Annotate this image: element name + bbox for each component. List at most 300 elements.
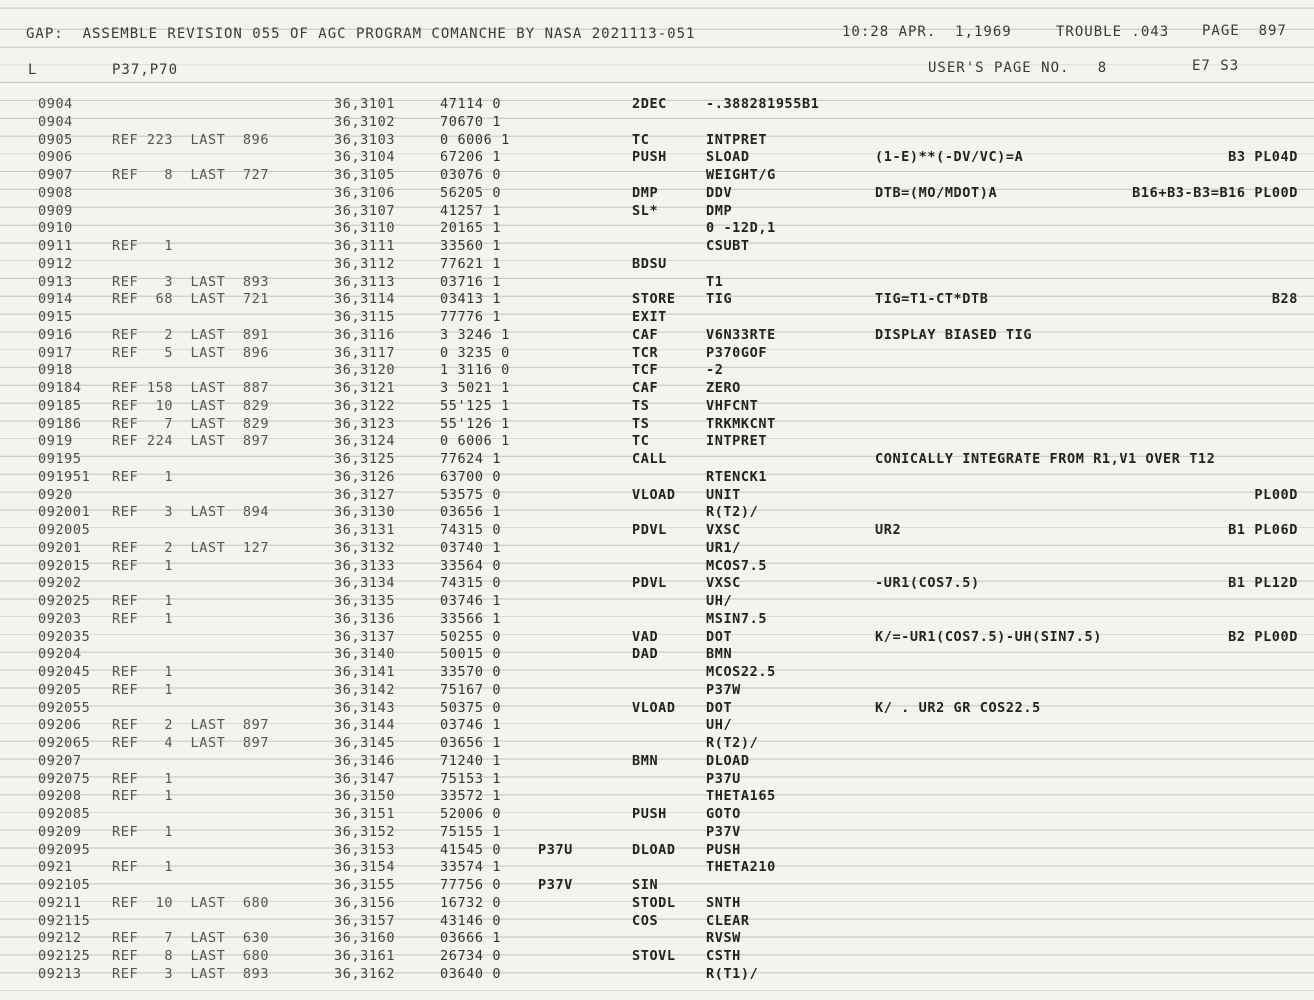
listing-row — [0, 203, 1314, 221]
listing-flag: L — [28, 62, 38, 78]
opcode: STORE — [632, 291, 676, 308]
octal-word: 75153 1 — [440, 770, 502, 787]
listing-row — [0, 646, 1314, 664]
operand: MCOS22.5 — [706, 664, 776, 680]
listing-row — [0, 238, 1314, 256]
line-number: 09185 — [38, 397, 82, 414]
opcode: BDSU — [632, 255, 667, 272]
operand: RVSW — [706, 930, 741, 947]
line-number: 092055 — [38, 699, 91, 716]
memory-address: 36,3102 — [334, 113, 396, 130]
operand: V6N33RTE — [706, 326, 776, 343]
symbol-label: P37V — [538, 877, 573, 893]
octal-word: 47114 0 — [440, 96, 502, 112]
operand: TRKMKCNT — [706, 415, 776, 432]
listing-row — [0, 664, 1314, 682]
line-number: 09186 — [38, 415, 82, 432]
memory-address: 36,3114 — [334, 291, 396, 308]
memory-address: 36,3137 — [334, 628, 396, 645]
memory-address: 36,3157 — [334, 912, 396, 929]
listing-row — [0, 540, 1314, 558]
operand: UNIT — [706, 486, 741, 503]
opcode: 2DEC — [632, 96, 667, 112]
listing-row — [0, 717, 1314, 735]
ref-info: REF 10 LAST 680 — [112, 894, 270, 911]
ref-info: REF 1 — [112, 557, 174, 574]
line-number: 09201 — [38, 539, 82, 556]
memory-address: 36,3116 — [334, 326, 396, 343]
operand: ZERO — [706, 380, 741, 396]
line-number: 0920 — [38, 486, 73, 503]
listing-row — [0, 611, 1314, 629]
operand: UH/ — [706, 593, 733, 609]
listing-row — [0, 913, 1314, 931]
octal-word: 20165 1 — [440, 220, 502, 237]
memory-address: 36,3150 — [334, 788, 396, 805]
memory-address: 36,3162 — [334, 965, 396, 982]
line-number: 0916 — [38, 326, 73, 343]
octal-word: 03076 0 — [440, 167, 502, 183]
scaling-note: B28 — [1271, 291, 1298, 308]
section-label: P37,P70 — [112, 62, 179, 78]
octal-word: 50255 0 — [440, 628, 502, 645]
line-number: 0906 — [38, 149, 73, 166]
line-number: 0912 — [38, 255, 73, 272]
listing-row — [0, 256, 1314, 274]
line-number: 0904 — [38, 96, 73, 112]
ref-info: REF 2 LAST 897 — [112, 717, 270, 734]
listing-row — [0, 362, 1314, 380]
octal-word: 03746 1 — [440, 593, 502, 609]
line-number: 092075 — [38, 770, 91, 787]
listing-row — [0, 220, 1314, 238]
octal-word: 33570 0 — [440, 664, 502, 680]
octal-word: 50375 0 — [440, 699, 502, 716]
memory-address: 36,3131 — [334, 522, 396, 538]
operand: THETA165 — [706, 788, 776, 805]
opcode: PUSH — [632, 149, 667, 166]
line-number: 0919 — [38, 433, 73, 450]
octal-word: 50015 0 — [440, 646, 502, 663]
ref-info: REF 2 LAST 127 — [112, 539, 270, 556]
opcode: VLOAD — [632, 699, 676, 716]
line-number: 0914 — [38, 291, 73, 308]
opcode: CAF — [632, 380, 659, 396]
octal-word: 77756 0 — [440, 877, 502, 893]
listing-row — [0, 966, 1314, 984]
opcode: SIN — [632, 877, 659, 893]
operand: VXSC — [706, 575, 741, 592]
listing-row — [0, 948, 1314, 966]
line-number: 092095 — [38, 841, 91, 858]
listing-row — [0, 930, 1314, 948]
comment: -UR1(COS7.5) — [875, 575, 980, 592]
line-number: 09202 — [38, 575, 82, 592]
memory-address: 36,3135 — [334, 593, 396, 609]
listing-row — [0, 309, 1314, 327]
octal-word: 33560 1 — [440, 238, 502, 254]
memory-address: 36,3103 — [334, 131, 396, 148]
operand: WEIGHT/G — [706, 167, 776, 183]
line-number: 092115 — [38, 912, 91, 929]
octal-word: 43146 0 — [440, 912, 502, 929]
octal-word: 70670 1 — [440, 113, 502, 130]
line-number: 09211 — [38, 894, 82, 911]
line-number: 092035 — [38, 628, 91, 645]
octal-word: 33564 0 — [440, 557, 502, 574]
octal-word: 33574 1 — [440, 859, 502, 876]
listing-row — [0, 433, 1314, 451]
operand: THETA210 — [706, 859, 776, 876]
octal-word: 67206 1 — [440, 149, 502, 166]
memory-address: 36,3105 — [334, 167, 396, 183]
octal-word: 77776 1 — [440, 309, 502, 325]
ref-info: REF 1 — [112, 770, 174, 787]
opcode: PDVL — [632, 522, 667, 538]
listing-row — [0, 753, 1314, 771]
line-number: 0910 — [38, 220, 73, 237]
line-number: 09213 — [38, 965, 82, 982]
comment: DTB=(MO/MDOT)A — [875, 184, 998, 201]
operand: MSIN7.5 — [706, 610, 768, 627]
listing-row — [0, 824, 1314, 842]
memory-address: 36,3145 — [334, 735, 396, 751]
memory-address: 36,3151 — [334, 806, 396, 822]
listing-row — [0, 522, 1314, 540]
listing-row — [0, 327, 1314, 345]
ref-info: REF 158 LAST 887 — [112, 380, 270, 396]
scaling-note: B3 PL04D — [1228, 149, 1298, 166]
ref-info: REF 3 LAST 893 — [112, 965, 270, 982]
line-number: 09208 — [38, 788, 82, 805]
memory-address: 36,3123 — [334, 415, 396, 432]
line-number: 09207 — [38, 752, 82, 769]
octal-word: 56205 0 — [440, 184, 502, 201]
octal-word: 55'125 1 — [440, 397, 510, 414]
operand: T1 — [706, 273, 724, 290]
line-number: 09204 — [38, 646, 82, 663]
opcode: SL* — [632, 202, 659, 219]
scaling-note: PL00D — [1254, 486, 1298, 503]
memory-address: 36,3122 — [334, 397, 396, 414]
ref-info: REF 8 LAST 680 — [112, 948, 270, 964]
memory-address: 36,3104 — [334, 149, 396, 166]
listing-row — [0, 771, 1314, 789]
ref-info: REF 1 — [112, 681, 174, 698]
octal-word: 03746 1 — [440, 717, 502, 734]
listing-row — [0, 504, 1314, 522]
opcode: CALL — [632, 451, 667, 467]
print-timestamp: 10:28 APR. 1,1969 — [842, 24, 1012, 40]
operand: CSUBT — [706, 238, 750, 254]
memory-address: 36,3161 — [334, 948, 396, 964]
memory-address: 36,3143 — [334, 699, 396, 716]
listing-row — [0, 575, 1314, 593]
comment: TIG=T1-CT*DTB — [875, 291, 989, 308]
listing-row — [0, 788, 1314, 806]
operand: UR1/ — [706, 539, 741, 556]
listing-row — [0, 96, 1314, 114]
octal-word: 03656 1 — [440, 735, 502, 751]
memory-address: 36,3133 — [334, 557, 396, 574]
listing-row — [0, 132, 1314, 150]
operand: DLOAD — [706, 752, 750, 769]
operand: BMN — [706, 646, 733, 663]
listing-row — [0, 274, 1314, 292]
trouble-code: TROUBLE .043 — [1056, 24, 1170, 40]
line-number: 09205 — [38, 681, 82, 698]
comment: UR2 — [875, 522, 902, 538]
listing-row — [0, 416, 1314, 434]
opcode: TCF — [632, 362, 659, 379]
memory-address: 36,3107 — [334, 202, 396, 219]
opcode: COS — [632, 912, 659, 929]
comment: K/ . UR2 GR COS22.5 — [875, 699, 1041, 716]
listing-row — [0, 345, 1314, 363]
memory-address: 36,3106 — [334, 184, 396, 201]
line-number: 092005 — [38, 522, 91, 538]
comment: K/=-UR1(COS7.5)-UH(SIN7.5) — [875, 628, 1102, 645]
line-number: 0921 — [38, 859, 73, 876]
octal-word: 03740 1 — [440, 539, 502, 556]
octal-word: 16732 0 — [440, 894, 502, 911]
operand: P370GOF — [706, 344, 768, 361]
listing-row — [0, 593, 1314, 611]
operand: -2 — [706, 362, 724, 379]
users-page-label: USER'S PAGE NO. 8 — [928, 60, 1108, 76]
octal-word: 03656 1 — [440, 504, 502, 521]
octal-word: 03716 1 — [440, 273, 502, 290]
octal-word: 03413 1 — [440, 291, 502, 308]
opcode: DAD — [632, 646, 659, 663]
line-number: 091951 — [38, 468, 91, 485]
listing-row — [0, 185, 1314, 203]
opcode: PUSH — [632, 806, 667, 822]
opcode: TC — [632, 433, 650, 450]
operand: P37W — [706, 681, 741, 698]
memory-address: 36,3142 — [334, 681, 396, 698]
listing-row — [0, 451, 1314, 469]
memory-address: 36,3113 — [334, 273, 396, 290]
page-number: PAGE 897 — [1202, 23, 1287, 39]
listing-row — [0, 398, 1314, 416]
ref-info: REF 5 LAST 896 — [112, 344, 270, 361]
ref-info: REF 1 — [112, 593, 174, 609]
memory-address: 36,3111 — [334, 238, 396, 254]
line-number: 092085 — [38, 806, 91, 822]
listing-row — [0, 877, 1314, 895]
ref-info: REF 1 — [112, 664, 174, 680]
line-number: 0907 — [38, 167, 73, 183]
operand: DOT — [706, 628, 733, 645]
memory-address: 36,3152 — [334, 823, 396, 840]
opcode: EXIT — [632, 309, 667, 325]
line-number: 0905 — [38, 131, 73, 148]
opcode: TS — [632, 397, 650, 414]
listing-row — [0, 469, 1314, 487]
octal-word: 26734 0 — [440, 948, 502, 964]
operand: VXSC — [706, 522, 741, 538]
memory-address: 36,3153 — [334, 841, 396, 858]
listing-row — [0, 859, 1314, 877]
memory-address: 36,3140 — [334, 646, 396, 663]
octal-word: 1 3116 0 — [440, 362, 510, 379]
octal-word: 77624 1 — [440, 451, 502, 467]
opcode: DLOAD — [632, 841, 676, 858]
opcode: VAD — [632, 628, 659, 645]
line-number: 0909 — [38, 202, 73, 219]
memory-address: 36,3134 — [334, 575, 396, 592]
memory-address: 36,3115 — [334, 309, 396, 325]
ref-info: REF 8 LAST 727 — [112, 167, 270, 183]
octal-word: 53575 0 — [440, 486, 502, 503]
comment: DISPLAY BIASED TIG — [875, 326, 1033, 343]
listing-row — [0, 558, 1314, 576]
ref-info: REF 3 LAST 894 — [112, 504, 270, 521]
scaling-note: B1 PL12D — [1228, 575, 1298, 592]
octal-word: 03640 0 — [440, 965, 502, 982]
opcode: TC — [632, 131, 650, 148]
operand: P37U — [706, 770, 741, 787]
listing-row — [0, 487, 1314, 505]
opcode: CAF — [632, 326, 659, 343]
memory-address: 36,3126 — [334, 468, 396, 485]
line-number: 092125 — [38, 948, 91, 964]
operand: 0 -12D,1 — [706, 220, 776, 237]
memory-address: 36,3130 — [334, 504, 396, 521]
opcode: BMN — [632, 752, 659, 769]
ref-info: REF 1 — [112, 823, 174, 840]
line-number: 0908 — [38, 184, 73, 201]
operand: MCOS7.5 — [706, 557, 768, 574]
operand: R(T2)/ — [706, 735, 759, 751]
operand: SLOAD — [706, 149, 750, 166]
line-number: 0913 — [38, 273, 73, 290]
octal-word: 74315 0 — [440, 575, 502, 592]
memory-address: 36,3112 — [334, 255, 396, 272]
ref-info: REF 1 — [112, 788, 174, 805]
operand: VHFCNT — [706, 397, 759, 414]
octal-word: 71240 1 — [440, 752, 502, 769]
octal-word: 0 3235 0 — [440, 344, 510, 361]
memory-address: 36,3132 — [334, 539, 396, 556]
opcode: STODL — [632, 894, 676, 911]
octal-word: 3 3246 1 — [440, 326, 510, 343]
line-number: 092015 — [38, 557, 91, 574]
ref-info: REF 2 LAST 891 — [112, 326, 270, 343]
opcode: DMP — [632, 184, 659, 201]
memory-address: 36,3155 — [334, 877, 396, 893]
octal-word: 52006 0 — [440, 806, 502, 822]
listing-row — [0, 700, 1314, 718]
line-number: 092025 — [38, 593, 91, 609]
operand: INTPRET — [706, 131, 768, 148]
operand: R(T2)/ — [706, 504, 759, 521]
ref-info: REF 1 — [112, 859, 174, 876]
ref-info: REF 7 LAST 829 — [112, 415, 270, 432]
operand: DMP — [706, 202, 733, 219]
listing-row — [0, 842, 1314, 860]
memory-address: 36,3144 — [334, 717, 396, 734]
octal-word: 55'126 1 — [440, 415, 510, 432]
ref-info: REF 1 — [112, 238, 174, 254]
memory-address: 36,3136 — [334, 610, 396, 627]
listing-row — [0, 806, 1314, 824]
line-number: 092065 — [38, 735, 91, 751]
listing-row — [0, 380, 1314, 398]
line-number: 092045 — [38, 664, 91, 680]
operand: GOTO — [706, 806, 741, 822]
scaling-note: B2 PL00D — [1228, 628, 1298, 645]
opcode: TCR — [632, 344, 659, 361]
memory-address: 36,3124 — [334, 433, 396, 450]
memory-address: 36,3127 — [334, 486, 396, 503]
ref-info: REF 1 — [112, 468, 174, 485]
line-number: 09203 — [38, 610, 82, 627]
symbol-label: P37U — [538, 841, 573, 858]
scaling-note: B16+B3-B3=B16 PL00D — [1132, 184, 1298, 201]
line-number: 09195 — [38, 451, 82, 467]
operand: CLEAR — [706, 912, 750, 929]
octal-word: 0 6006 1 — [440, 131, 510, 148]
line-number: 0911 — [38, 238, 73, 254]
line-number: 0917 — [38, 344, 73, 361]
ref-info: REF 1 — [112, 610, 174, 627]
octal-word: 74315 0 — [440, 522, 502, 538]
line-number: 0904 — [38, 113, 73, 130]
octal-word: 63700 0 — [440, 468, 502, 485]
operand: SNTH — [706, 894, 741, 911]
octal-word: 33566 1 — [440, 610, 502, 627]
listing-row — [0, 114, 1314, 132]
line-number: 092105 — [38, 877, 91, 893]
operand: CSTH — [706, 948, 741, 964]
opcode: STOVL — [632, 948, 676, 964]
memory-address: 36,3120 — [334, 362, 396, 379]
octal-word: 03666 1 — [440, 930, 502, 947]
memory-address: 36,3156 — [334, 894, 396, 911]
octal-word: 33572 1 — [440, 788, 502, 805]
ref-info: REF 224 LAST 897 — [112, 433, 270, 450]
octal-word: 0 6006 1 — [440, 433, 510, 450]
operand: P37V — [706, 823, 741, 840]
operand: TIG — [706, 291, 733, 308]
opcode: TS — [632, 415, 650, 432]
listing-row — [0, 149, 1314, 167]
operand: DDV — [706, 184, 733, 201]
listing-row — [0, 682, 1314, 700]
octal-word: 75167 0 — [440, 681, 502, 698]
sheet-code: E7 S3 — [1192, 58, 1240, 74]
memory-address: 36,3117 — [334, 344, 396, 361]
line-number: 092001 — [38, 504, 91, 521]
operand: R(T1)/ — [706, 965, 759, 982]
memory-address: 36,3125 — [334, 451, 396, 467]
octal-word: 77621 1 — [440, 255, 502, 272]
octal-word: 41545 0 — [440, 841, 502, 858]
comment: CONICALLY INTEGRATE FROM R1,V1 OVER T12 — [875, 451, 1216, 467]
memory-address: 36,3101 — [334, 96, 396, 112]
line-number: 09209 — [38, 823, 82, 840]
memory-address: 36,3141 — [334, 664, 396, 680]
opcode: PDVL — [632, 575, 667, 592]
operand: INTPRET — [706, 433, 768, 450]
octal-word: 41257 1 — [440, 202, 502, 219]
listing-row — [0, 167, 1314, 185]
listing-row — [0, 735, 1314, 753]
listing-row — [0, 629, 1314, 647]
memory-address: 36,3147 — [334, 770, 396, 787]
